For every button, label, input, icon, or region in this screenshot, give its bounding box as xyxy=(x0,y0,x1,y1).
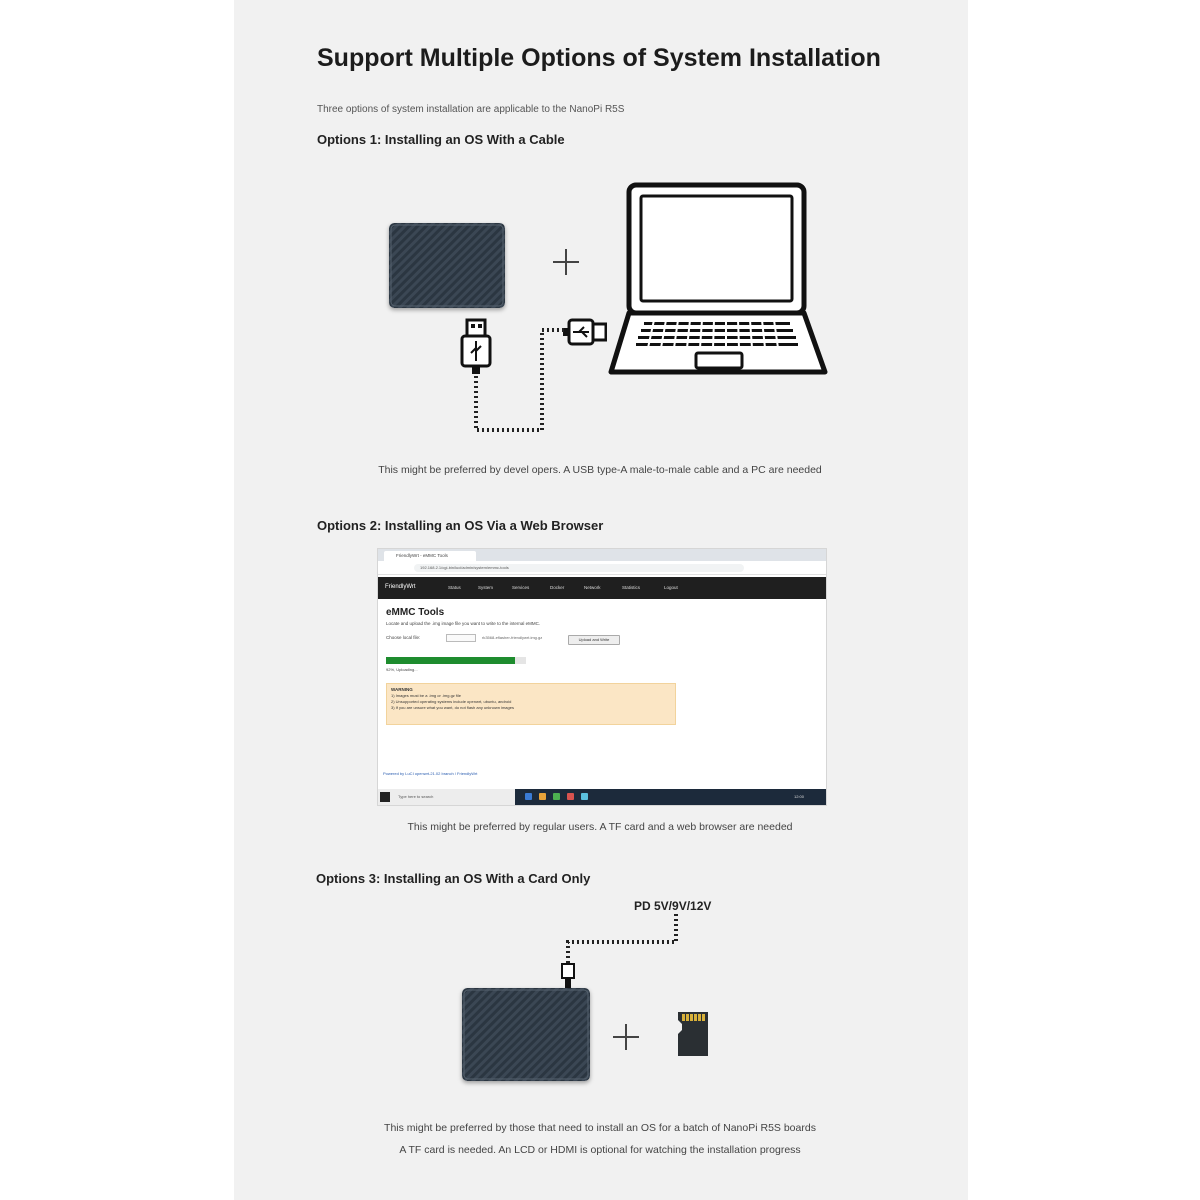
address-bar xyxy=(378,561,826,575)
url-field: 192.168.2.1/cgi-bin/luci/admin/system/emmc-tools xyxy=(414,564,744,572)
nav-item: Network xyxy=(584,585,601,590)
nav-item: Status xyxy=(448,585,461,590)
nanopi-device-icon xyxy=(389,223,505,308)
file-info: rk3568-eflasher-friendlywrt.img.gz xyxy=(482,635,543,640)
option-3-caption-line-1: This might be preferred by those that need to install an OS for a batch of NanoPi R5S boards xyxy=(384,1122,816,1134)
page-title: Support Multiple Options of System Installation xyxy=(317,44,881,72)
usb-cable xyxy=(460,320,570,440)
browser-screenshot xyxy=(377,548,827,806)
emmc-description: Locate and upload the .img image file you want to write to the internal eMMC. xyxy=(386,621,541,626)
intro-text: Three options of system installation are applicable to the NanoPi R5S xyxy=(317,104,625,115)
nav-item: Statistics xyxy=(622,585,641,590)
option-2-heading: Options 2: Installing an OS Via a Web Browser xyxy=(317,518,604,533)
taskbar-search: Type here to search xyxy=(398,794,434,799)
browser-tab: FriendlyWrt - eMMC Tools xyxy=(384,551,476,561)
app-icon xyxy=(525,793,532,800)
brand-logo: FriendlyWrt xyxy=(385,584,416,590)
app-icon xyxy=(567,793,574,800)
warning-line: 2) Unsupported operating systems include openwrt, ubuntu, android xyxy=(391,699,512,704)
taskbar xyxy=(378,789,826,805)
windows-start-icon xyxy=(380,792,390,802)
nav-item: Services xyxy=(512,585,530,590)
progress-bar xyxy=(386,657,526,664)
warning-box xyxy=(386,683,676,725)
option-1-caption: This might be preferred by devel opers. A USB type-A male-to-male cable and a PC are needed xyxy=(378,464,822,476)
app-icon xyxy=(581,793,588,800)
nav-item: Docker xyxy=(550,585,565,590)
app-icon xyxy=(553,793,560,800)
option-1-heading: Options 1: Installing an OS With a Cable xyxy=(317,132,565,147)
power-cable xyxy=(555,912,685,992)
nav-item: System xyxy=(478,585,494,590)
tf-card-icon xyxy=(676,1010,710,1058)
plus-icon xyxy=(552,248,580,276)
file-label: Choose local file: xyxy=(386,635,421,640)
nav-item: Logout xyxy=(664,585,678,590)
option-3-caption-line-2: A TF card is needed. An LCD or HDMI is optional for watching the installation progress xyxy=(399,1144,801,1156)
page-footer: Powered by LuCI openwrt-21.02 branch / FriendlyWrt xyxy=(383,771,478,776)
nanopi-device-icon xyxy=(462,988,590,1081)
app-nav-bar xyxy=(378,577,826,599)
plus-icon xyxy=(612,1023,640,1051)
option-3-heading: Options 3: Installing an OS With a Card Only xyxy=(316,871,591,886)
file-input xyxy=(446,634,476,642)
warning-line: 1) Images must be a .img or .img.gz file xyxy=(391,693,462,698)
upload-write-button: Upload and Write xyxy=(568,635,620,645)
taskbar-clock: 12:00 xyxy=(793,794,804,799)
power-label: PD 5V/9V/12V xyxy=(634,899,712,913)
warning-title: WARNING xyxy=(391,687,413,692)
folder-icon xyxy=(539,793,546,800)
option-2-caption: This might be preferred by regular users. A TF card and a web browser are needed xyxy=(407,821,793,833)
emmc-tools-heading: eMMC Tools xyxy=(386,607,445,618)
warning-line: 3) If you are unsure what you want, do not flash any unknown images xyxy=(391,705,514,710)
progress-text: 92%, Uploading... xyxy=(386,667,418,672)
taskbar-apps xyxy=(515,789,827,805)
laptop-icon xyxy=(608,182,828,378)
progress-fill xyxy=(386,657,515,664)
